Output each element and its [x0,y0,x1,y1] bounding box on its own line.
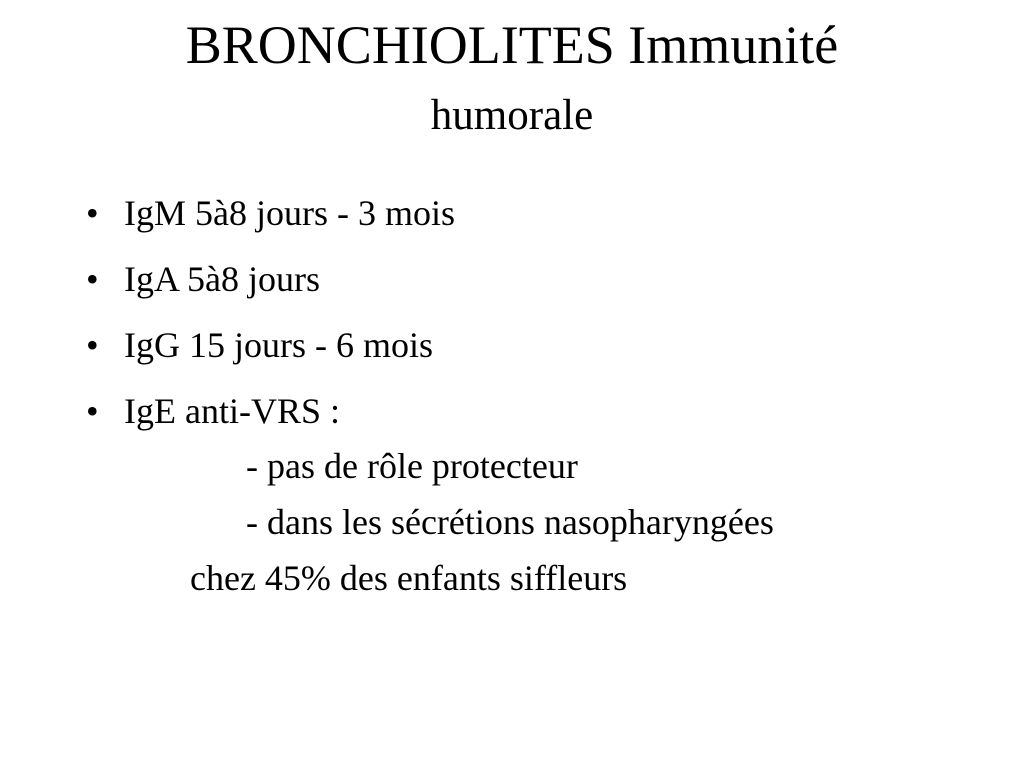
bullet-text: IgE anti-VRS : [124,391,340,431]
bullet-iga [86,252,986,306]
slide-subtitle: humorale [430,92,594,139]
ige-detail-line: - dans les sécrétions nasopharyngées [246,502,774,542]
bullet-igg [86,318,986,372]
bullet-list [86,186,986,618]
slide-title: BRONCHIOLITES Immunité [185,15,839,75]
bullet-dot-icon: • [86,193,99,233]
bullet-igm [86,186,986,240]
bullet-dot-icon: • [86,391,99,431]
bullet-text: IgG 15 jours - 6 mois [124,325,433,365]
bullet-text: IgA 5à8 jours [124,259,320,299]
bullet-dot-icon: • [86,325,99,365]
ige-detail-line: chez 45% des enfants siffleurs [190,558,628,598]
bullet-dot-icon: • [86,259,99,299]
bullet-text: IgM 5à8 jours - 3 mois [124,193,455,233]
bullet-ige [86,384,986,606]
ige-detail-line: - pas de rôle protecteur [246,446,578,486]
